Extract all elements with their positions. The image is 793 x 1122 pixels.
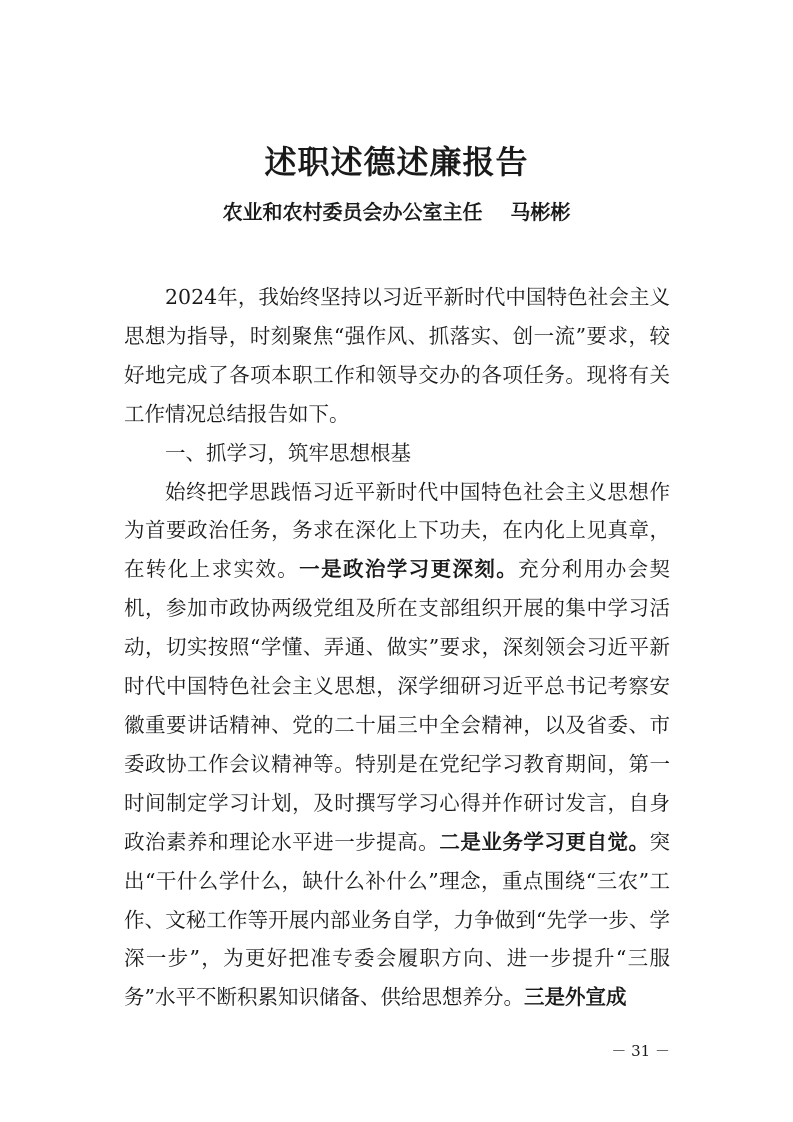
paragraph-text-start: 始终把学思践悟习近平新时代中国特色社会主义思想作为首要政治任务，务求在深化上下功夫，在内化上见真章，在转化上求实效。 — [124, 479, 670, 582]
document-body — [124, 278, 670, 1017]
document-subtitle: 农业和农村委员会办公室主任 马彬彬 — [222, 200, 571, 224]
section-paragraph — [124, 473, 670, 1018]
paragraph-text-end: 突出“干什么学什么，缺什么补什么”理念，重点围绕“三农”工作、文秘工作等开展内部业务自学，力争做到“先学一步、学深一步”，为更好把准专委会履职方向、进一步提升“三服务”水平不断积累知识储备、供给思想养分。 — [124, 829, 671, 1010]
page-number: － 31 － — [611, 1042, 670, 1060]
emphasis-business-study: 二是业务学习更自觉。 — [439, 829, 650, 854]
document-title: 述职述德述廉报告 — [264, 143, 529, 181]
emphasis-political-study: 一是政治学习更深刻。 — [299, 557, 519, 582]
emphasis-publicity: 三是外宣成 — [523, 985, 627, 1010]
paragraph-text-middle: 充分利用办会契机，参加市政协两级党组及所在支部组织开展的集中学习活动，切实按照“学懂、弄通、做实”要求，深刻领会习近平新时代中国特色社会主义思想，深学细研习近平总书记考察安徽重要讲话精神、党的二十届三中全会精神，以及省委、市委政协工作会议精神等。特别是在党纪学习教育期间，第一时间制定学习计划，及时撰写学习心得并作研讨发言，自身政治素养和理论水平进一步提高。 — [124, 557, 671, 854]
section-heading: 一、抓学习，筑牢思想根基 — [165, 440, 411, 465]
intro-paragraph: 2024年，我始终坚持以习近平新时代中国特色社会主义思想为指导，时刻聚焦“强作风、抓落实、创一流”要求，较好地完成了各项本职工作和领导交办的各项任务。现将有关工作情况总结报告如下。 — [124, 285, 670, 426]
